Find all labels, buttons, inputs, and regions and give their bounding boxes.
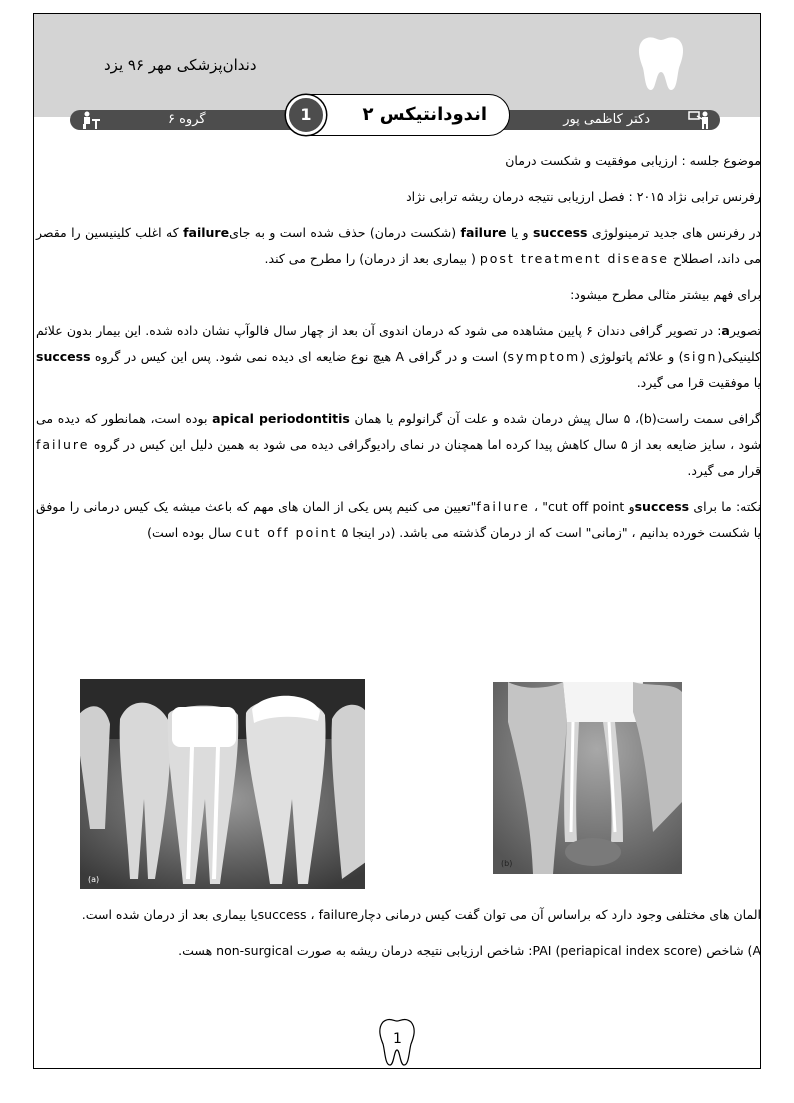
figure-a-label: (a) [88, 875, 100, 884]
page-number-tooth-icon [377, 1017, 417, 1067]
radiograph-a [80, 679, 365, 889]
course-title: اندودانتیکس ۲ [362, 104, 487, 125]
school-name: دندان‌پزشکی مهر ۹۶ یزد [104, 56, 257, 74]
paragraph-elements: المان های مختلفی وجود دارد که براساس آن می توان گفت کیس درمانی دچارsuccess ، failureیا بیماری بعد از درمان شده است. [81, 907, 761, 922]
paragraph-terminology: در رفرنس های جدید ترمینولوژی success و یا failure (شکست درمان) حذف شده است و به جایfailure که اغلب کلینیسین را مقصر می داند، اصطلاح post treatment disease ( بیماری بعد از درمان) را مطرح می کند. [36, 225, 762, 266]
paragraph-image-b: گرافی سمت راست(b)، ۵ سال پیش درمان شده و علت آن گرانولوم یا همان apical periodontitis بوده است، همانطور که دیده می شود ، سایز ضایعه بعد از ۵ سال کاهش پیدا کرده اما همچنان در نمای رادیوگرافی دیده می شود به همین دلیل این کیس در گروه failure قرار می گیرد. [36, 411, 761, 478]
figure-b-label: (b) [501, 859, 513, 868]
paragraph-note: نکته: ما برای successو failure ، "cut off point"تعیین می کنیم پس یکی از المان های مهم که باعث میشه یک کیس درمانی را موفق یا شکست خورده بدانیم ، "زمانی" است که از درمان گذشته می باشد. (در اینجا cut off point ۵ سال بوده است) [36, 499, 762, 540]
session-number-badge: 1 [286, 95, 326, 135]
teacher-icon [688, 111, 712, 129]
paragraph-pai: A) شاخص PAI (periapical index score): شاخص ارزیابی نتیجه درمان ریشه به صورت non-surgical هست. [178, 943, 761, 958]
instructor-name: دکتر کاظمی پور [563, 112, 650, 127]
main-content [36, 148, 761, 556]
paragraph-example-intro: برای فهم بیشتر مثالی مطرح میشود: [570, 287, 761, 302]
topic-line: موضوع جلسه : ارزیابی موفقیت و شکست درمان [505, 153, 761, 168]
page-number: 1 [393, 1031, 402, 1047]
reference-line: رفرنس ترابی نژاد ۲۰۱۵ : فصل ارزیابی نتیجه درمان ریشه ترابی نژاد [406, 189, 761, 204]
group-label: گروه ۶ [168, 112, 206, 127]
radiograph-b [493, 682, 682, 874]
reader-icon [80, 111, 102, 129]
post-figure-content [36, 902, 761, 974]
paragraph-image-a: تصویرa: در تصویر گرافی دندان ۶ پایین مشاهده می شود که درمان اندوی آن بعد از چهار سال فالوآپ نشان داده شده. این بیمار بدون علائم کلینیکی(sign) و علائم پاتولوژی (symptom) است و در گرافی A هیچ نوع ضایعه ای دیده نمی شود. پس این کیس در گروه success یا موفقیت قرا می گیرد. [36, 323, 762, 390]
tooth-icon [635, 34, 687, 92]
